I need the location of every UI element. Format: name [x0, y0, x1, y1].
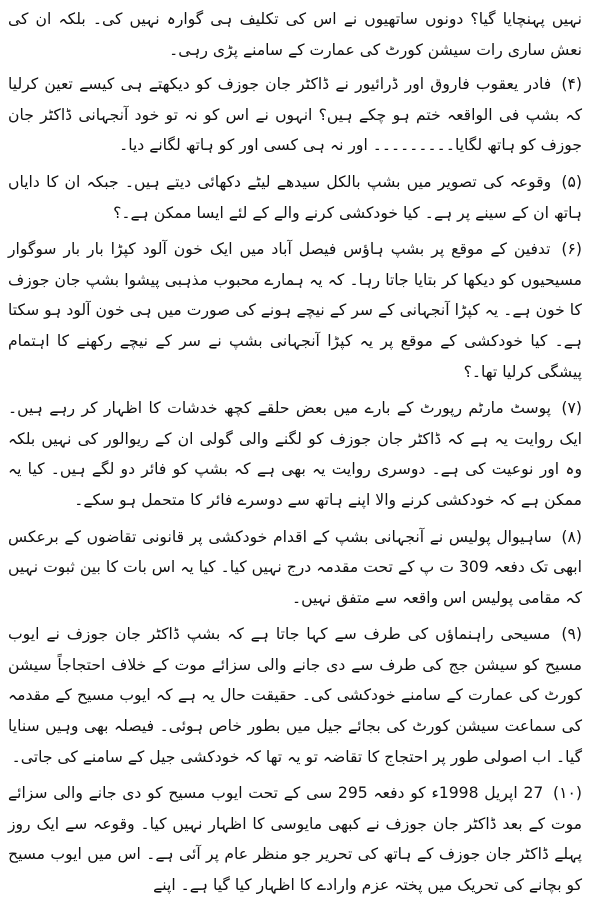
paragraph-text: مسیحی راہنماؤں کی طرف سے کہا جاتا ہے کہ بشپ ڈاکٹر جان جوزف نے ایوب مسیح کو سیشن جج کی طرف سے دی جانے والی سزائے موت کے خلاف احتجاجاً سیشن کورٹ کی عمارت کے سامنے خودکشی کی۔ حقیقت حال یہ ہے کہ ایوب مسیح کے مقدمہ کی سماعت سیشن کورٹ کی بجائے جیل میں بطور خاص ہوئی۔ فیصلہ بھی وہیں سنایا گیا۔ اب اصولی طور پر احتجاج کا تقاضہ تو یہ تھا کہ خودکشی جیل کے سامنے کی جاتی۔ [8, 625, 582, 766]
paragraph-text: پوسٹ مارٹم رپورٹ کے بارے میں بعض حلقے کچھ خدشات کا اظہار کر رہے ہیں۔ ایک روایت یہ ہے کہ ڈاکٹر جان جوزف کو لگنے والی گولی ان کے ریوالور کی نہیں بلکہ وہ اور نوعیت کی ہے۔ دوسری روایت یہ بھی ہے کہ بشپ کو فائر دو لگے ہیں۔ کیا یہ ممکن ہے کہ خودکشی کرنے والا اپنے ہاتھ سے دوسرے فائر کا متحمل ہو سکے۔ [8, 399, 582, 509]
paragraph-9 [8, 619, 582, 772]
paragraph-6 [8, 234, 582, 387]
paragraph-text: وقوعہ کی تصویر میں بشپ بالکل سیدھے لیٹے دکھائی دیتے ہیں۔ جبکہ ان کا دایاں ہاتھ ان کے سینے پر ہے۔ کیا خودکشی کرنے والے کے لئے ایسا ممکن ہے۔؟ [8, 172, 582, 222]
paragraph-text: نہیں پہنچایا گیا؟ دونوں ساتھیوں نے اس کی تکلیف ہی گوارہ نہیں کی۔ بلکہ ان کی نعش ساری رات سیشن کورٹ کی عمارت کے سامنے پڑی رہی۔ [8, 10, 582, 59]
paragraph-text: تدفین کے موقع پر بشپ ہاؤس فیصل آباد میں ایک خون آلود کپڑا بار بار سوگوار مسیحیوں کو دیکھا کر بتایا جاتا رہا۔ کہ یہ ہمارے محبوب مذہبی پیشوا بشپ جان جوزف کا خون ہے۔ یہ کپڑا آنجہانی کے سر کے نیچے ہونے کی صورت میں ہی خون آلود ہو سکتا ہے۔ کیا خودکشی کے موقع پر یہ کپڑا آنجہانی بشپ نے سر کے نیچے رکھنے کا اہتمام پیشگی کرلیا تھا۔؟ [8, 240, 582, 381]
paragraph-5 [8, 167, 582, 228]
paragraph-4 [8, 69, 582, 161]
paragraph-7 [8, 393, 582, 515]
paragraph-10 [8, 778, 582, 900]
paragraph-number: (۹) [561, 625, 582, 644]
paragraph-text: ساہیوال پولیس نے آنجہانی بشپ کے اقدام خودکشی پر قانونی تقاضوں کے برعکس ابھی تک دفعہ 309 ت پ کے تحت مقدمہ درج نہیں کیا۔ کیا یہ اس بات کا بین ثبوت نہیں کہ مقامی پولیس اس واقعہ سے متفق نہیں۔ [8, 527, 582, 607]
paragraph-8 [8, 522, 582, 614]
paragraph-text: فادر یعقوب فاروق اور ڈرائیور نے ڈاکٹر جان جوزف کو دیکھتے ہی کیسے تعین کرلیا کہ بشپ فی الواقعہ ختم ہو چکے ہیں؟ انہوں نے اس کو نہ تو خود آنجہانی ڈاکٹر جان جوزف کو ہاتھ لگایا۔۔۔۔۔۔۔۔۔ اور نہ ہی کسی اور کو ہاتھ لگانے دیا۔ [8, 75, 582, 155]
paragraph-number: (۸) [561, 527, 582, 546]
paragraph-continuation [8, 4, 582, 65]
paragraph-number: (۱۰) [553, 784, 582, 803]
paragraph-number: (۴) [561, 75, 582, 94]
paragraph-number: (۷) [561, 399, 582, 418]
paragraph-text: 27 اپریل 1998ء کو دفعہ 295 سی کے تحت ایوب مسیح کو دی جانے والی سزائے موت کے بعد ڈاکٹر جان جوزف نے کبھی مایوسی کا اظہار نہیں کیا۔ وقوعہ سے ایک روز پہلے ڈاکٹر جان جوزف کے ہاتھ کی تحریر جو منظر عام پر آئی ہے۔ اس میں ایوب مسیح کو بچانے کی تحریک میں پختہ عزم وارادے کا اظہار کیا گیا ہے۔ اپنے [8, 784, 582, 895]
paragraph-number: (۵) [561, 172, 582, 191]
paragraph-number: (۶) [561, 240, 582, 259]
